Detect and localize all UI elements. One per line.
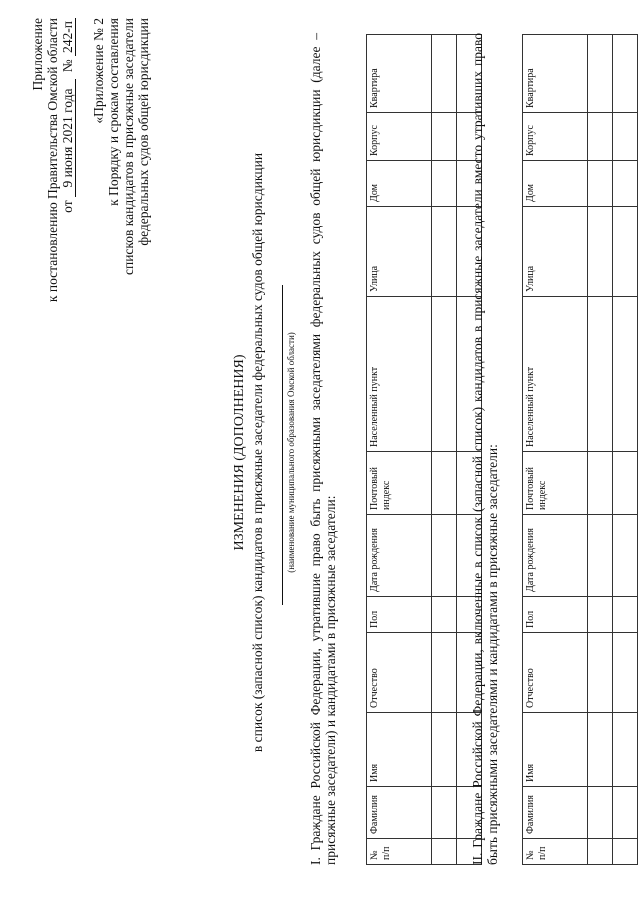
table-row — [613, 35, 638, 865]
header-cell: Дата рождения — [367, 515, 432, 597]
inner-appendix-line2: к Порядку и срокам составления — [106, 18, 121, 206]
header-cell: Отчество — [523, 633, 588, 713]
header-cell: Пол — [523, 597, 588, 633]
header-cell: Имя — [367, 713, 432, 787]
appendix-resolution: к постановлению Правительства Омской области — [45, 18, 60, 303]
inner-appendix-line3: списков кандидатов в присяжные заседатели — [121, 18, 136, 276]
header-cell: Фамилия — [523, 787, 588, 839]
header-cell: Квартира — [523, 35, 588, 113]
table-row — [432, 35, 457, 865]
document-subtitle: в список (запасной список) кандидатов в присяжные заседатели федеральных судов общей юрисдикции — [250, 152, 265, 753]
header-cell: Улица — [523, 207, 588, 297]
header-cell: Фамилия — [367, 787, 432, 839]
document-title: ИЗМЕНЕНИЯ (ДОПОЛНЕНИЯ) — [232, 354, 247, 551]
municipality-underline — [282, 285, 283, 605]
appendix-block — [30, 18, 151, 378]
header-cell: Населенный пункт — [523, 297, 588, 452]
table-header-row — [367, 35, 432, 865]
header-cell: № п/п — [523, 839, 588, 865]
header-cell: Почтовый индекс — [367, 452, 432, 515]
appendix-date-number — [60, 18, 76, 378]
header-cell: Дата рождения — [523, 515, 588, 597]
inner-appendix-line4: федеральных судов общей юрисдикции — [136, 18, 151, 246]
header-cell: Корпус — [523, 113, 588, 161]
header-cell: Дом — [367, 161, 432, 207]
table-row — [588, 35, 613, 865]
municipality-caption: (наименование муниципального образования Омской области) — [286, 332, 296, 573]
header-cell: Отчество — [367, 633, 432, 713]
header-cell: № п/п — [367, 839, 432, 865]
header-cell: Пол — [367, 597, 432, 633]
section-1-text: I. Граждане Российской Федерации, утратившие право быть присяжными заседателями федеральных судов общей юрисдикции (далее – присяжные заседатели) и кандидатами в присяжные заседатели: — [308, 33, 338, 865]
header-cell: Квартира — [367, 35, 432, 113]
header-cell: Улица — [367, 207, 432, 297]
appendix-from-prefix: от — [60, 200, 75, 213]
section-2-table — [522, 34, 638, 865]
section-2-text: II. Граждане Российской Федерации, включенные в список (запасной список) кандидатов в присяжные заседатели вместо утративших право быть присяжными заседателями и кандидатами в присяжные заседатели: — [470, 33, 500, 865]
appendix-number: 242-п — [60, 18, 76, 56]
header-cell: Почтовый индекс — [523, 452, 588, 515]
section-1-table — [366, 34, 482, 865]
header-cell: Имя — [523, 713, 588, 787]
appendix-label: Приложение — [30, 18, 45, 91]
header-cell: Корпус — [367, 113, 432, 161]
table-header-row — [523, 35, 588, 865]
appendix-number-prefix: № — [60, 59, 75, 73]
inner-appendix-line1: «Приложение № 2 — [91, 18, 106, 124]
appendix-date: 9 июня 2021 года — [60, 79, 76, 197]
header-cell: Дом — [523, 161, 588, 207]
header-cell: Населенный пункт — [367, 297, 432, 452]
